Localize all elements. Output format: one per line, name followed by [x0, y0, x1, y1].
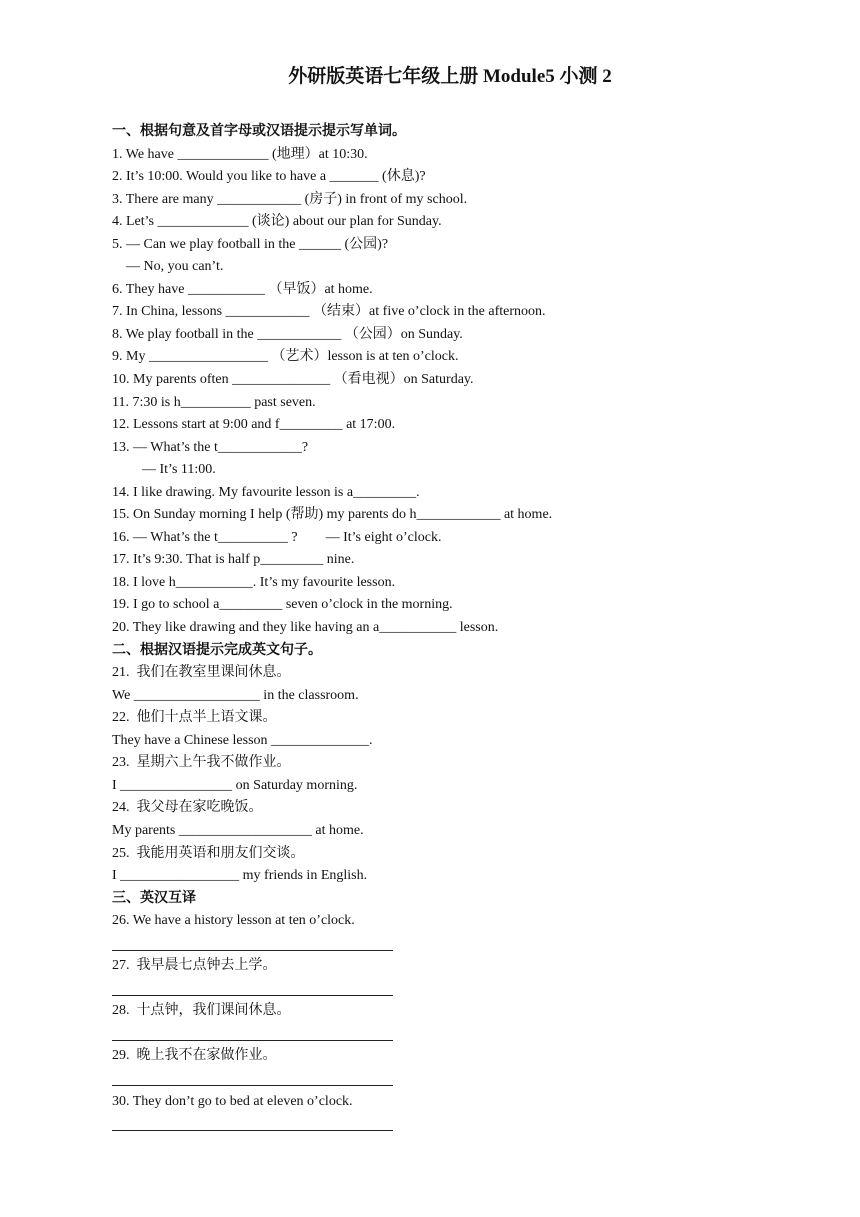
question-line: 1. We have _____________ (地理）at 10:30. — [112, 146, 368, 162]
question-line: We __________________ in the classroom. — [112, 687, 359, 703]
question-line: They have a Chinese lesson ______________. — [112, 732, 373, 748]
question-line: 3. There are many ____________ (房子) in front of my school. — [112, 191, 468, 207]
question-line: 13. — What’s the t____________? — [112, 439, 309, 455]
section-heading: 一、根据句意及首字母或汉语提示提示写单词。 — [112, 124, 406, 139]
worksheet-content — [112, 121, 812, 1136]
question-line: 21. 我们在教室里课间休息。 — [112, 665, 291, 681]
question-line: 9. My _________________ （艺术）lesson is at ten o’clock. — [112, 349, 459, 365]
question-line: 14. I like drawing. My favourite lesson is a_________. — [112, 484, 420, 500]
question-line: 23. 星期六上午我不做作业。 — [112, 755, 291, 771]
question-line: 22. 他们十点半上语文课。 — [112, 710, 277, 726]
question-line: 4. Let’s _____________ (谈论) about our plan for Sunday. — [112, 214, 442, 230]
answer-blank-line — [112, 1113, 812, 1136]
question-line: 15. On Sunday morning I help (帮助) my parents do h____________ at home. — [112, 507, 553, 523]
question-line: 19. I go to school a_________ seven o’clock in the morning. — [112, 597, 453, 613]
section-heading: 二、根据汉语提示完成英文句子。 — [112, 642, 322, 658]
question-line: 17. It’s 9:30. That is half p_________ nine. — [112, 552, 355, 568]
answer-blank-line — [112, 933, 812, 956]
question-line: 30. They don’t go to bed at eleven o’clock. — [112, 1093, 353, 1109]
answer-blank-line — [112, 978, 812, 1001]
question-line: I _________________ my friends in English. — [112, 868, 368, 884]
question-line: 28. 十点钟，我们课间休息。 — [112, 1003, 291, 1019]
question-line: 29. 晚上我不在家做作业。 — [112, 1048, 277, 1064]
question-line: — No, you can’t. — [126, 259, 224, 275]
question-line: 8. We play football in the ____________ （公园）on Sunday. — [112, 326, 463, 342]
question-line: 26. We have a history lesson at ten o’clock. — [112, 913, 355, 929]
question-line: 18. I love h___________. It’s my favourite lesson. — [112, 574, 396, 590]
question-line: 11. 7:30 is h__________ past seven. — [112, 394, 316, 410]
question-line: 12. Lessons start at 9:00 and f_________ at 17:00. — [112, 417, 396, 433]
question-line: 2. It’s 10:00. Would you like to have a _______ (休息)? — [112, 169, 426, 185]
answer-blank-line — [112, 1068, 812, 1091]
question-line: 20. They like drawing and they like having an a___________ lesson. — [112, 620, 499, 636]
question-line: 25. 我能用英语和朋友们交谈。 — [112, 845, 305, 861]
question-line: 27. 我早晨七点钟去上学。 — [112, 958, 277, 974]
question-line: 7. In China, lessons ____________ （结束）at five o’clock in the afternoon. — [112, 304, 546, 320]
page-title: 外研版英语七年级上册 Module5 小测 2 — [288, 66, 612, 87]
question-line: 16. — What’s the t__________ ? — It’s eight o’clock. — [112, 529, 442, 545]
question-line: 6. They have ___________ （早饭）at home. — [112, 281, 373, 297]
question-line: 5. — Can we play football in the ______ (公园)? — [112, 236, 389, 252]
question-line: I ________________ on Saturday morning. — [112, 777, 358, 793]
question-line: 24. 我父母在家吃晚饭。 — [112, 800, 263, 816]
question-line: 10. My parents often ______________ （看电视）on Saturday. — [112, 372, 474, 388]
section-heading: 三、英汉互译 — [112, 890, 196, 906]
question-line: — It’s 11:00. — [142, 462, 216, 478]
answer-blank-line — [112, 1023, 812, 1046]
question-line: My parents ___________________ at home. — [112, 822, 364, 838]
